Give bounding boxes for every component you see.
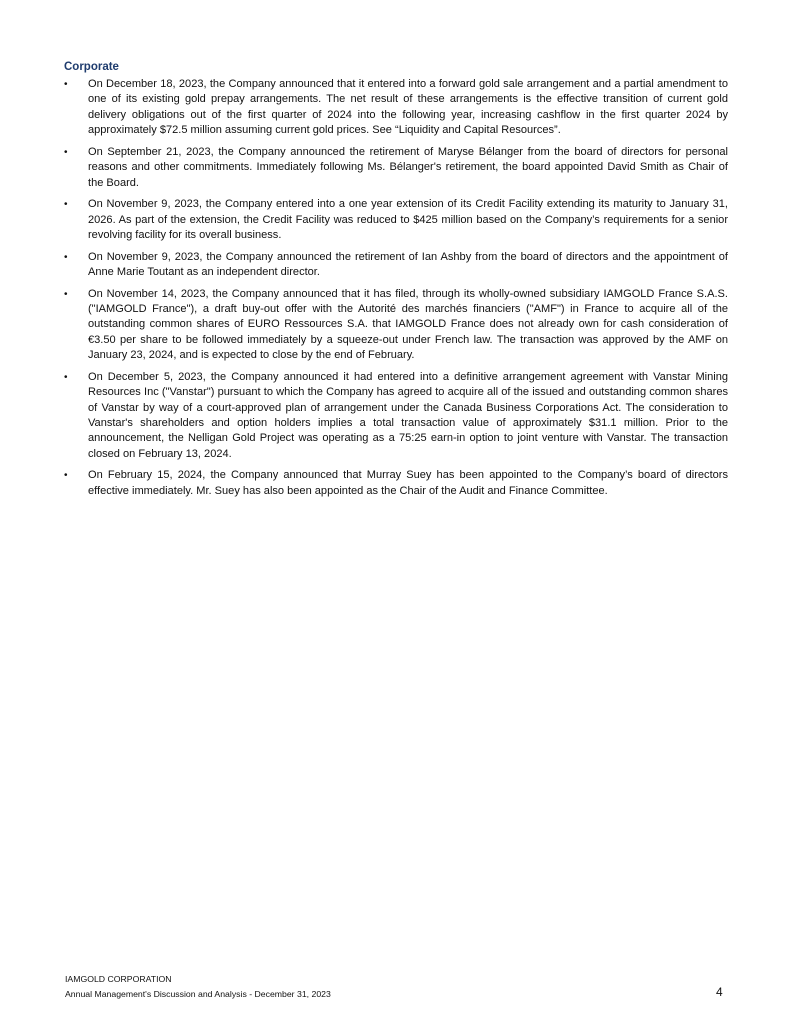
- bullet-icon: •: [64, 146, 68, 158]
- footer-document-title: Annual Management's Discussion and Analysis - December 31, 2023: [65, 989, 331, 999]
- footer-company-name: IAMGOLD CORPORATION: [65, 974, 172, 984]
- list-item: [64, 468, 728, 499]
- bullet-icon: •: [64, 470, 68, 482]
- bullet-icon: •: [64, 288, 68, 300]
- list-item-text: On November 9, 2023, the Company announced the retirement of Ian Ashby from the board of directors and the appointment of Anne Marie Toutant as an independent director.: [88, 250, 728, 279]
- list-item: [64, 250, 728, 281]
- page-number: 4: [716, 985, 723, 999]
- corporate-section: [64, 60, 728, 505]
- list-item-text: On November 9, 2023, the Company entered into a one year extension of its Credit Facility extending its maturity to January 31, 2026. As part of the extension, the Credit Facility was reduced to $425 million based on the Company’s requirements for a senior revolving facility for its overall business.: [88, 198, 728, 242]
- page-footer: [65, 972, 729, 1002]
- bullet-icon: •: [64, 79, 68, 90]
- section-heading: Corporate: [64, 61, 119, 73]
- list-item-text: On December 5, 2023, the Company announced it had entered into a definitive arrangement agreement with Vanstar Mining Resources Inc ("Vanstar") pursuant to which the Company has agreed to acquire all of the issued and outstanding common shares of Vanstar by way of a court-approved plan of arrangement under the Canada Business Corporations Act. The consideration to Vanstar's shareholders and option holders implies a total transaction value of approximately $31.1 million. Prior to the announcement, the Nelligan Gold Project was operating as a 75:25 earn-in option to joint venture with Vanstar. The transaction closed on February 13, 2024.: [88, 370, 728, 460]
- bullet-icon: •: [64, 251, 68, 263]
- list-item-text: On November 14, 2023, the Company announced that it has filed, through its wholly-owned subsidiary IAMGOLD France S.A.S. ("IAMGOLD France"), a draft buy-out offer with the Autorité des marchés financiers ("AMF") in France to acquire all of the outstanding common shares of EURO Ressources S.A. that IAMGOLD France does not already own for cash consideration of €3.50 per share to be followed immediately by a squeeze-out under French law. The transaction was approved by the AMF on January 23, 2024, and is expected to close by the end of February.: [88, 287, 728, 362]
- list-item: [64, 145, 728, 191]
- list-item: [64, 77, 728, 139]
- corporate-bullet-list: [64, 77, 728, 499]
- list-item: [64, 287, 728, 364]
- list-item: [64, 197, 728, 243]
- list-item-text: On February 15, 2024, the Company announced that Murray Suey has been appointed to the Company’s board of directors effective immediately. Mr. Suey has also been appointed as the Chair of the Audit and Finance Committee.: [88, 469, 728, 497]
- list-item: [64, 370, 728, 462]
- bullet-icon: •: [64, 199, 68, 211]
- list-item-text: On December 18, 2023, the Company announced that it entered into a forward gold sale arrangement and a partial amendment to one of its existing gold prepay arrangements. The net result of these arrangements is the effective transition of current gold delivery obligations out of the first quarter of 2024 into the following year, increasing cashflow in the first quarter 2024 by approximately $72.5 million assuming current gold prices. See “Liquidity and Capital Resources”.: [88, 78, 728, 137]
- list-item-text: On September 21, 2023, the Company announced the retirement of Maryse Bélanger from the board of directors for personal reasons and other commitments. Immediately following Ms. Bélanger's retirement, the board appointed David Smith as Chair of the Board.: [88, 145, 728, 189]
- bullet-icon: •: [64, 371, 68, 383]
